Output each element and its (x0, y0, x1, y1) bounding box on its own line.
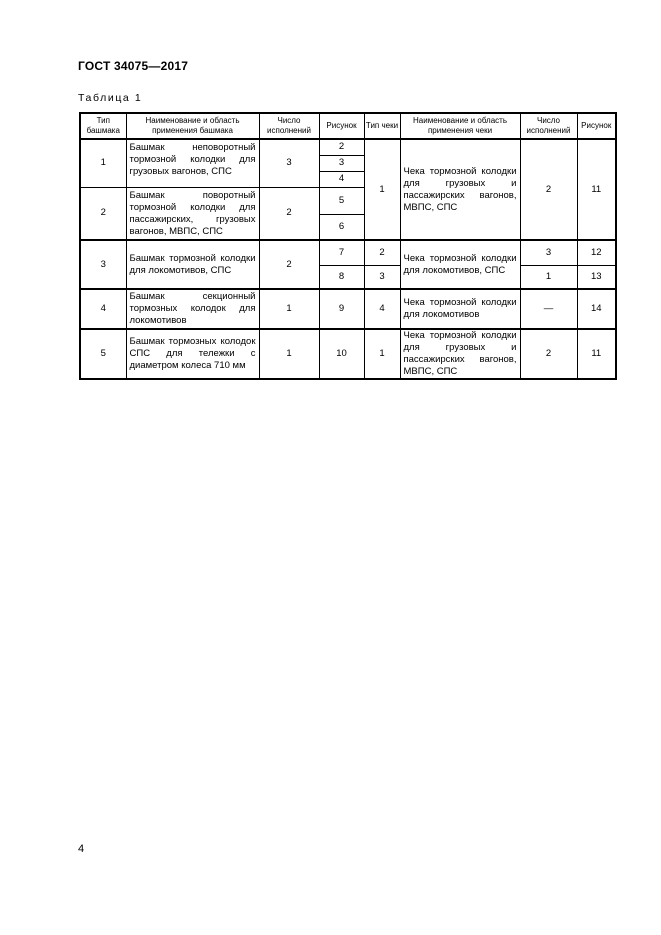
column-header: Наименование и область применения чеки (400, 113, 520, 139)
table-row (80, 329, 616, 379)
shoe-type-cell: 5 (80, 329, 126, 379)
pin-type-cell: 1 (364, 329, 400, 379)
table-header-row (80, 113, 616, 139)
shoe-name-cell: Башмак тормозной колодки для локомотивов, СПС (126, 240, 259, 289)
column-header: Тип чеки (364, 113, 400, 139)
pin-type-cell: 3 (364, 265, 400, 289)
shoe-figure-cell: 2 (319, 139, 364, 155)
column-header: Наименование и область применения башмака (126, 113, 259, 139)
shoe-figure-cell: 3 (319, 155, 364, 171)
pin-figure-cell: 14 (577, 289, 616, 329)
document-header: ГОСТ 34075—2017 (78, 59, 189, 73)
column-header: Число исполнений (259, 113, 319, 139)
shoe-figure-cell: 10 (319, 329, 364, 379)
shoe-variants-cell: 1 (259, 289, 319, 329)
pin-variants-cell: 2 (520, 139, 577, 240)
data-table (79, 112, 617, 380)
page-number: 4 (78, 843, 85, 855)
pin-figure-cell: 11 (577, 329, 616, 379)
pin-variants-cell: — (520, 289, 577, 329)
table-row (80, 240, 616, 265)
shoe-figure-cell: 7 (319, 240, 364, 265)
pin-type-cell: 4 (364, 289, 400, 329)
column-header: Рисунок (319, 113, 364, 139)
shoe-variants-cell: 3 (259, 139, 319, 187)
shoe-type-cell: 1 (80, 139, 126, 187)
shoe-name-cell: Башмак неповоротный тормозной колодки для грузовых вагонов, СПС (126, 139, 259, 187)
shoe-name-cell: Башмак тормозных колодок СПС для тележки с диаметром колеса 710 мм (126, 329, 259, 379)
shoe-figure-cell: 4 (319, 171, 364, 187)
pin-name-cell: Чека тормозной колодки для грузовых и пассажирских вагонов, МВПС, СПС (400, 329, 520, 379)
shoe-figure-cell: 5 (319, 187, 364, 214)
column-header: Тип башмака (80, 113, 126, 139)
shoe-type-cell: 3 (80, 240, 126, 289)
pin-figure-cell: 13 (577, 265, 616, 289)
pin-name-cell: Чека тормозной колодки для локомотивов, СПС (400, 240, 520, 289)
pin-variants-cell: 3 (520, 240, 577, 265)
shoe-type-cell: 4 (80, 289, 126, 329)
shoe-figure-cell: 8 (319, 265, 364, 289)
shoe-name-cell: Башмак поворотный тормозной колодки для пассажирских, грузовых вагонов, МВПС, СПС (126, 187, 259, 240)
pin-variants-cell: 2 (520, 329, 577, 379)
shoe-variants-cell: 2 (259, 187, 319, 240)
pin-type-cell: 2 (364, 240, 400, 265)
shoe-figure-cell: 9 (319, 289, 364, 329)
table-row (80, 289, 616, 329)
column-header: Рисунок (577, 113, 616, 139)
shoe-variants-cell: 2 (259, 240, 319, 289)
pin-name-cell: Чека тормозной колодки для грузовых и пассажирских вагонов, МВПС, СПС (400, 139, 520, 240)
shoe-type-cell: 2 (80, 187, 126, 240)
table-row (80, 139, 616, 155)
pin-figure-cell: 11 (577, 139, 616, 240)
pin-name-cell: Чека тормозной колодки для локомотивов (400, 289, 520, 329)
shoe-figure-cell: 6 (319, 214, 364, 240)
shoe-name-cell: Башмак секционный тормозных колодок для локомотивов (126, 289, 259, 329)
pin-type-cell: 1 (364, 139, 400, 240)
pin-variants-cell: 1 (520, 265, 577, 289)
pin-figure-cell: 12 (577, 240, 616, 265)
table-caption: Таблица 1 (78, 92, 143, 104)
shoe-variants-cell: 1 (259, 329, 319, 379)
column-header: Число исполнений (520, 113, 577, 139)
